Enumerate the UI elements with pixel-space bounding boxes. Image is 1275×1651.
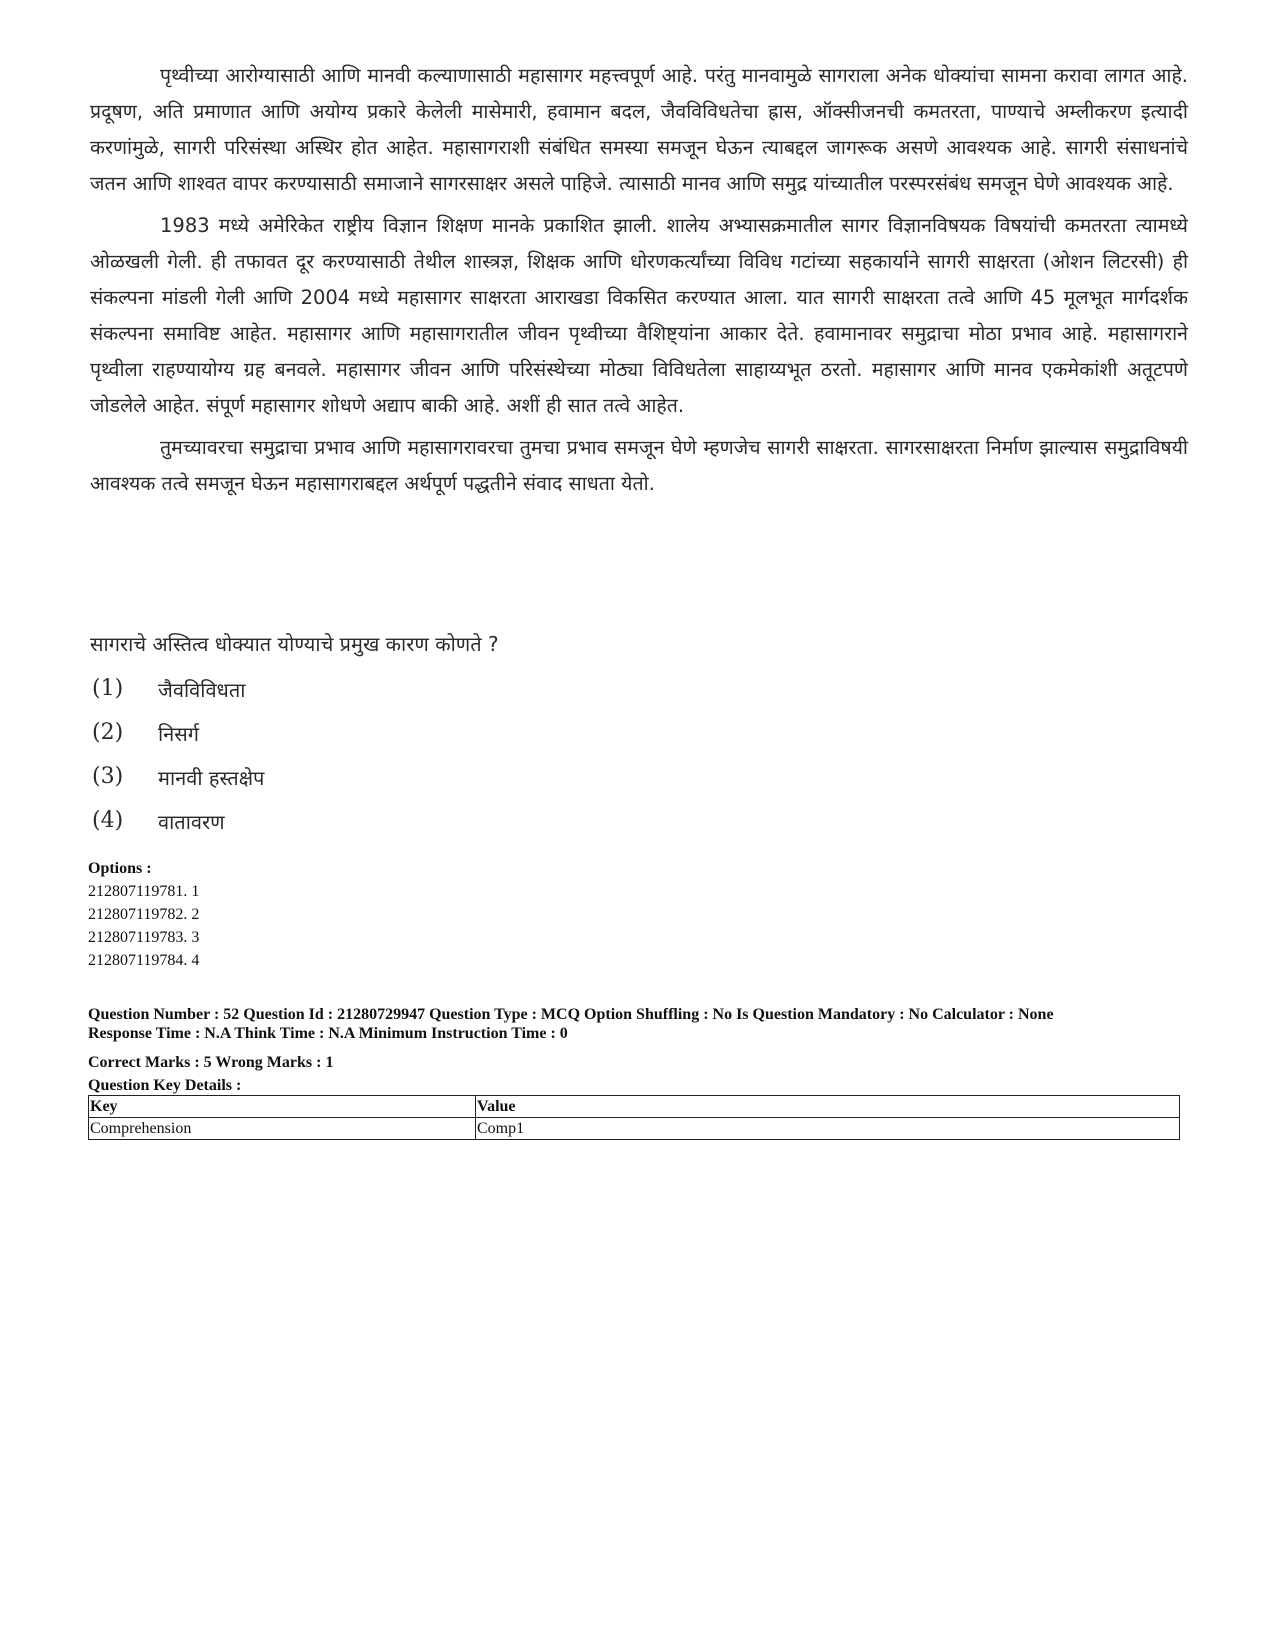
question-key-table [88,1095,1180,1140]
answer-choices [92,676,264,852]
option-item: 212807119783. 3 [88,929,200,946]
key-details-label: Question Key Details : [88,1077,242,1094]
question-text: सागराचे अस्तित्व धोक्यात योण्याचे प्रमुख कारण कोणते ? [90,632,499,656]
answer-choice [92,720,264,764]
choice-text: मानवी हस्तक्षेप [158,766,265,790]
table-cell-value: Comp1 [476,1118,1180,1140]
options-list [88,857,199,972]
marks-line: Correct Marks : 5 Wrong Marks : 1 [88,1054,334,1071]
choice-text: वातावरण [158,810,225,834]
passage-paragraph: तुमच्यावरचा समुद्राचा प्रभाव आणि महासागरावरचा तुमचा प्रभाव समजून घेणे म्हणजेच सागरी साक्षरता. सागरसाक्षरता निर्माण झाल्यास समुद्राविषयी आवश्यक तत्वे समजून घेऊन महासागराबद्दल अर्थपूर्ण पद्धतीने संवाद साधता येतो. [90,436,1188,495]
table-row [89,1118,1180,1140]
choice-number: (1) [92,676,124,701]
answer-choice [92,676,264,720]
comprehension-passage [90,58,1188,508]
option-item: 212807119784. 4 [88,952,200,969]
choice-number: (4) [92,808,124,833]
passage-paragraph: पृथ्वीच्या आरोग्यासाठी आणि मानवी कल्याणासाठी महासागर महत्त्वपूर्ण आहे. परंतु मानवामुळे सागराला अनेक धोक्यांचा सामना करावा लागत आहे. प्रदूषण, अति प्रमाणात आणि अयोग्य प्रकारे केलेली मासेमारी, हवामान बदल, जैवविविधतेचा ह्रास, ऑक्सीजनची कमतरता, पाण्याचे अम्लीकरण इत्यादी करणांमुळे, सागरी परिसंस्था अस्थिर होत आहेत. महासागराशी संबंधित समस्या समजून घेऊन त्याबद्दल जागरूक असणे आवश्यक आहे. सागरी संसाधनांचे जतन आणि शाश्वत वापर करण्यासाठी समाजाने सागरसाक्षर असले पाहिजे. त्यासाठी मानव आणि समुद्र यांच्यातील परस्परसंबंध समजून घेणे आवश्यक आहे. [90,64,1188,195]
question-info-line: Response Time : N.A Think Time : N.A Minimum Instruction Time : 0 [88,1025,568,1042]
answer-choice [92,764,264,808]
choice-text: निसर्ग [158,722,200,746]
choice-number: (3) [92,764,124,789]
answer-choice [92,808,264,852]
choice-text: जैवविविधता [158,678,246,702]
options-heading: Options : [88,860,152,877]
marks-block [88,1051,333,1097]
column-header-key: Key [89,1096,476,1118]
question-info [88,1005,1198,1043]
table-header-row [89,1096,1180,1118]
column-header-value: Value [476,1096,1180,1118]
choice-number: (2) [92,720,124,745]
option-item: 212807119781. 1 [88,883,200,900]
table-cell-key: Comprehension [89,1118,476,1140]
question-info-line: Question Number : 52 Question Id : 21280729947 Question Type : MCQ Option Shuffling : No Is Question Mandatory : No Calculator : None [88,1006,1054,1023]
passage-paragraph: 1983 मध्ये अमेरिकेत राष्ट्रीय विज्ञान शिक्षण मानके प्रकाशित झाली. शालेय अभ्यासक्रमातील सागर विज्ञानविषयक विषयांची कमतरता त्यामध्ये ओळखली गेली. ही तफावत दूर करण्यासाठी तेथील शास्त्रज्ञ, शिक्षक आणि धोरणकर्त्यांच्या विविध गटांच्या सहकार्याने सागरी साक्षरता (ओशन लिटरसी) ही संकल्पना मांडली गेली आणि 2004 मध्ये महासागर साक्षरता आराखडा विकसित करण्यात आला. यात सागरी साक्षरता तत्वे आणि 45 मूलभूत मार्गदर्शक संकल्पना समाविष्ट आहेत. महासागर आणि महासागरातील जीवन पृथ्वीच्या वैशिष्ट्यांना आकार देते. हवामानावर समुद्राचा मोठा प्रभाव आहे. महासागराने पृथ्वीला राहण्यायोग्य ग्रह बनवले. महासागर जीवन आणि परिसंस्थेच्या मोठ्या विविधतेला साहाय्यभूत ठरतो. महासागर आणि मानव एकमेकांशी अतूटपणे जोडलेले आहेत. संपूर्ण महासागर शोधणे अद्याप बाकी आहे. अशीं ही सात तत्वे आहेत. [90,214,1188,417]
option-item: 212807119782. 2 [88,906,200,923]
